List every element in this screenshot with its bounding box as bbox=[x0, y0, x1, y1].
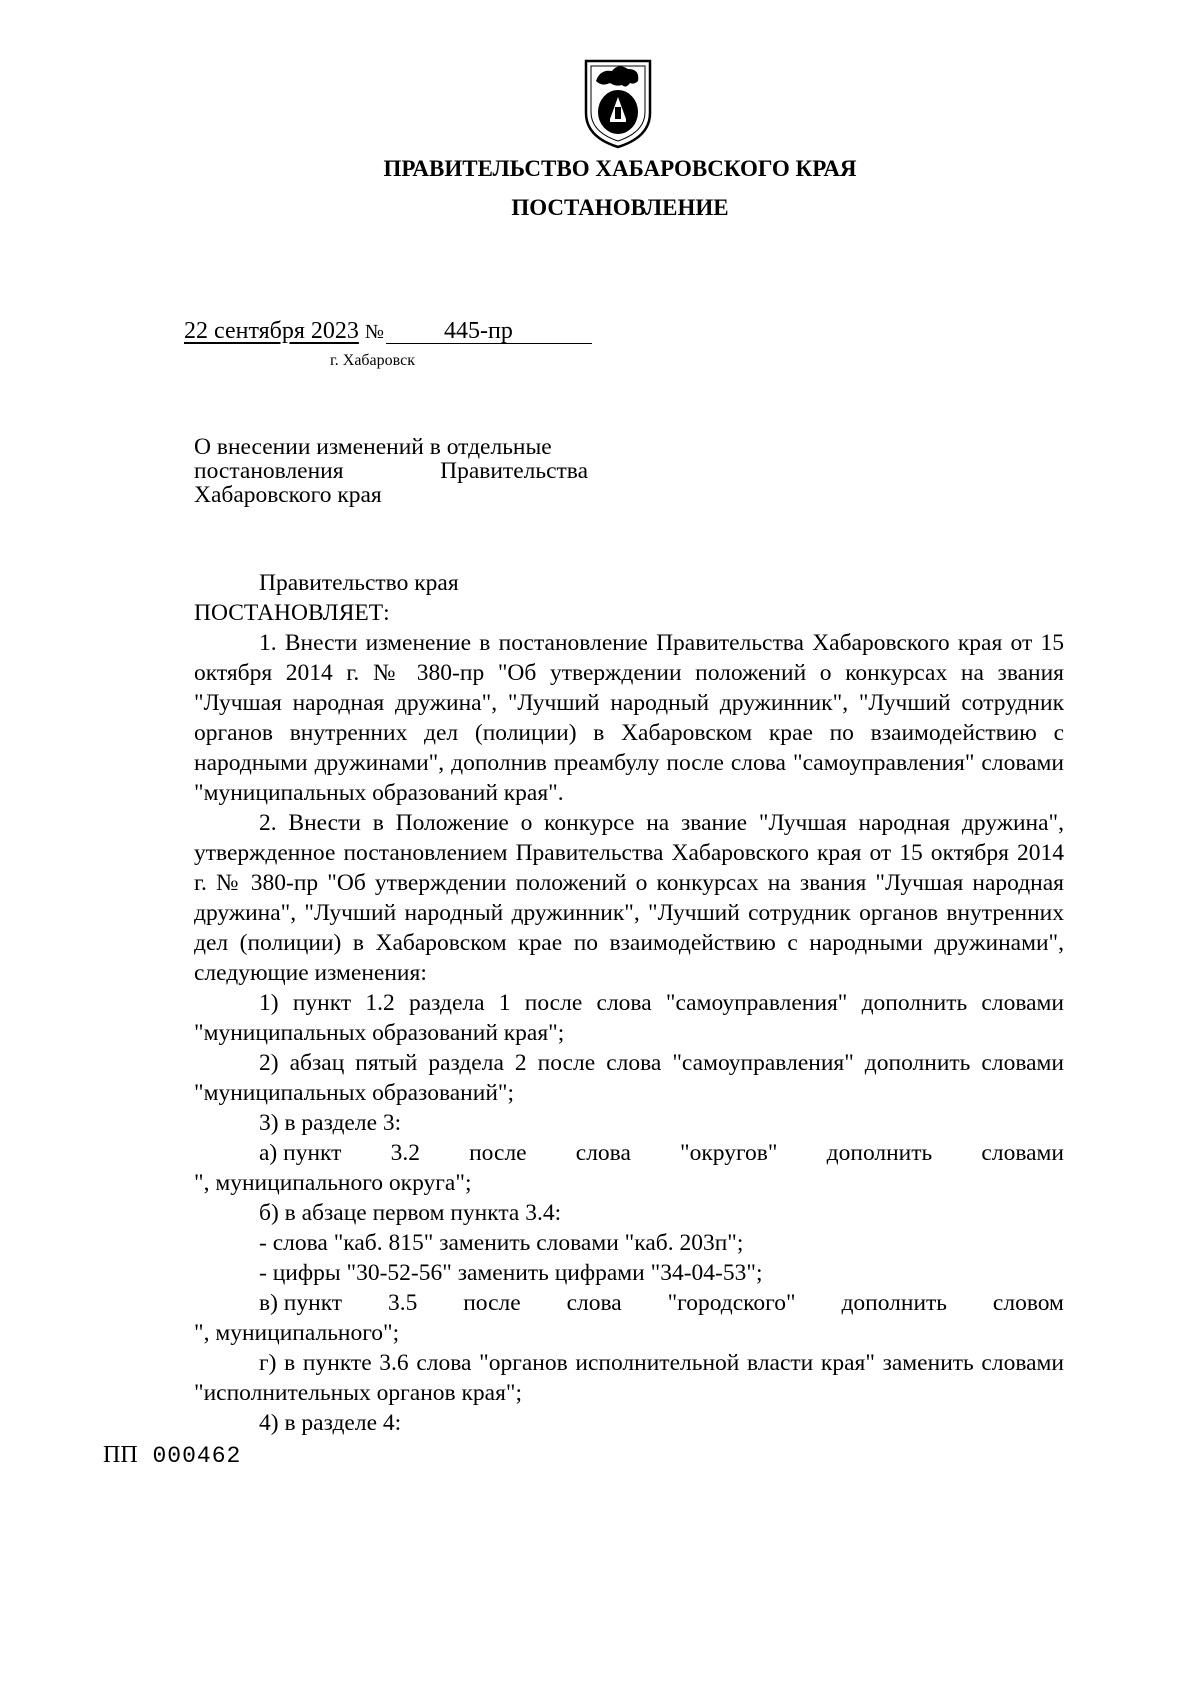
resolve-line: ПОСТАНОВЛЯЕТ: bbox=[194, 600, 390, 626]
document-type-title: ПОСТАНОВЛЕНИЕ bbox=[511, 195, 729, 220]
item-3: 3) в разделе 3: bbox=[259, 1110, 402, 1136]
item-3g: г) в пункте 3.6 слова "органов исполнительной власти края" заменить словами "исполнительных органов края"; bbox=[194, 1350, 1064, 1406]
word: дополнить bbox=[826, 1140, 933, 1166]
word: словами bbox=[981, 1140, 1064, 1166]
form-series: ПП bbox=[103, 1442, 138, 1468]
subject-line-2-right: Правительства bbox=[440, 458, 588, 484]
document-body bbox=[194, 568, 1064, 1438]
subject-line-2-left: постановления bbox=[194, 458, 344, 484]
word: дополнить bbox=[841, 1290, 948, 1316]
item-3b-dash-1: - слова "каб. 815" заменить словами "каб. 203п"; bbox=[259, 1230, 744, 1256]
intro-line: Правительство края bbox=[259, 570, 459, 596]
document-date: 22 сентября 2023 bbox=[184, 318, 359, 344]
document-number: 445-пр bbox=[386, 319, 592, 344]
word: после bbox=[463, 1290, 521, 1316]
word: 3.2 bbox=[390, 1140, 420, 1166]
item-3a bbox=[194, 1138, 1064, 1168]
word: в) пункт bbox=[259, 1290, 343, 1316]
item-4: 4) в разделе 4: bbox=[259, 1410, 402, 1436]
word: слова bbox=[575, 1140, 631, 1166]
item-2: 2) абзац пятый раздела 2 после слова "самоуправления" дополнить словами "муниципальных образований"; bbox=[194, 1050, 1064, 1106]
organization-title: ПРАВИТЕЛЬСТВО ХАБАРОВСКОГО КРАЯ bbox=[383, 156, 857, 181]
item-3b: б) в абзаце первом пункта 3.4: bbox=[259, 1200, 562, 1226]
word: "городского" bbox=[667, 1290, 796, 1316]
subject-line-3: Хабаровского края bbox=[194, 482, 382, 508]
city-label: г. Хабаровск bbox=[330, 352, 415, 369]
form-serial-number bbox=[103, 1443, 241, 1468]
item-3b-dash-2: - цифры "30-52-56" заменить цифрами "34-04-53"; bbox=[259, 1260, 763, 1286]
word: слова bbox=[566, 1290, 622, 1316]
word: а) пункт bbox=[259, 1140, 342, 1166]
item-3v bbox=[194, 1288, 1064, 1318]
coat-of-arms-emblem bbox=[580, 57, 656, 149]
subject-line-2 bbox=[194, 459, 588, 483]
word: 3.5 bbox=[387, 1290, 418, 1316]
paragraph-1: 1. Внести изменение в постановление Правительства Хабаровского края от 15 октября 2014 г. № 380-пр "Об утверждении положений о конкурсах на звания "Лучшая народная дружина", "Лучший народный дружинник", "Лучший сотрудник органов внутренних дел (полиции) в Хабаровском крае по взаимодействию с народными дружинами", дополнив преамбулу после слова "самоуправления" словами "муниципальных образований края". bbox=[194, 630, 1064, 806]
word: после bbox=[469, 1140, 527, 1166]
subject-block bbox=[194, 435, 588, 507]
word: словом bbox=[992, 1290, 1064, 1316]
word: "округов" bbox=[680, 1140, 778, 1166]
date-number-line bbox=[184, 319, 592, 344]
item-3a-continuation: ", муниципального округа"; bbox=[194, 1170, 472, 1196]
paragraph-2: 2. Внести в Положение о конкурсе на звание "Лучшая народная дружина", утвержденное постановлением Правительства Хабаровского края от 15 октября 2014 г. № 380-пр "Об утверждении положений о конкурсах на звания "Лучшая народная дружина", "Лучший народный дружинник", "Лучший сотрудник органов внутренних дел (полиции) в Хабаровском крае по взаимодействию с народными дружинами", следующие изменения: bbox=[194, 810, 1064, 986]
form-serial: 000462 bbox=[152, 1443, 242, 1469]
number-sign: № bbox=[364, 321, 384, 343]
item-3v-continuation: ", муниципального"; bbox=[194, 1320, 400, 1346]
item-1: 1) пункт 1.2 раздела 1 после слова "самоуправления" дополнить словами "муниципальных образований края"; bbox=[194, 990, 1064, 1046]
subject-line-1: О внесении изменений в отдельные bbox=[194, 434, 552, 460]
